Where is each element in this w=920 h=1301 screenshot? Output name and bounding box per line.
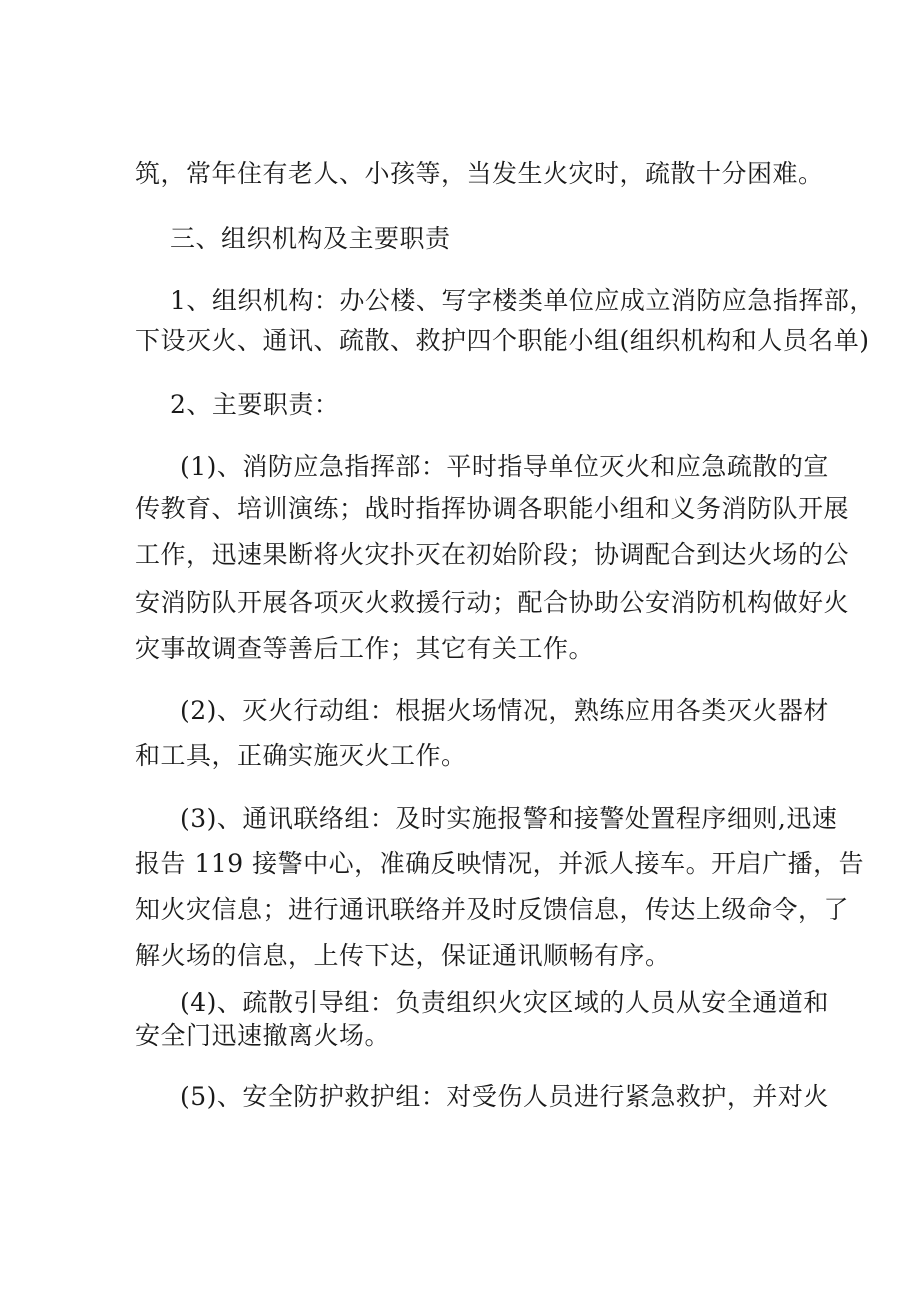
item-1-line-2: 下设灭火、通讯、疏散、救护四个职能小组(组织机构和人员名单) xyxy=(135,326,870,355)
duty-1-line-2: 传教育、培训演练；战时指挥协调各职能小组和义务消防队开展 xyxy=(135,494,850,523)
duty-4-line-1: (4)、疏散引导组：负责组织火灾区域的人员从安全通道和 xyxy=(180,988,829,1017)
duty-3-line-4: 解火场的信息，上传下达，保证通讯顺畅有序。 xyxy=(135,941,671,970)
duty-3-line-2: 报告 119 接警中心，准确反映情况，并派人接车。开启广播，告 xyxy=(135,849,865,878)
section-heading-3: 三、组织机构及主要职责 xyxy=(170,224,451,253)
duty-3-line-1: (3)、通讯联络组：及时实施报警和接警处置程序细则,迅速 xyxy=(180,804,838,833)
duty-1-line-4: 安消防队开展各项灭火救援行动；配合协助公安消防机构做好火 xyxy=(135,588,850,617)
item-1-line-1: 1、组织机构：办公楼、写字楼类单位应成立消防应急指挥部， xyxy=(170,286,875,315)
duty-5-line-1: (5)、安全防护救护组：对受伤人员进行紧急救护，并对火 xyxy=(180,1082,829,1111)
paragraph-continuation-line-1: 筑，常年住有老人、小孩等，当发生火灾时，疏散十分困难。 xyxy=(135,159,824,188)
duty-2-line-2: 和工具，正确实施灭火工作。 xyxy=(135,741,467,770)
duty-1-line-3: 工作，迅速果断将火灾扑灭在初始阶段；协调配合到达火场的公 xyxy=(135,540,850,569)
duty-3-line-3: 知火灾信息；进行通讯联络并及时反馈信息，传达上级命令，了 xyxy=(135,895,850,924)
duty-1-line-5: 灾事故调查等善后工作；其它有关工作。 xyxy=(135,634,595,663)
duty-4-line-2: 安全门迅速撤离火场。 xyxy=(135,1021,391,1050)
duty-2-line-1: (2)、灭火行动组：根据火场情况，熟练应用各类灭火器材 xyxy=(180,696,829,725)
duty-1-line-1: (1)、消防应急指挥部：平时指导单位灭火和应急疏散的宣 xyxy=(180,452,829,481)
item-2-heading: 2、主要职责： xyxy=(170,390,340,419)
